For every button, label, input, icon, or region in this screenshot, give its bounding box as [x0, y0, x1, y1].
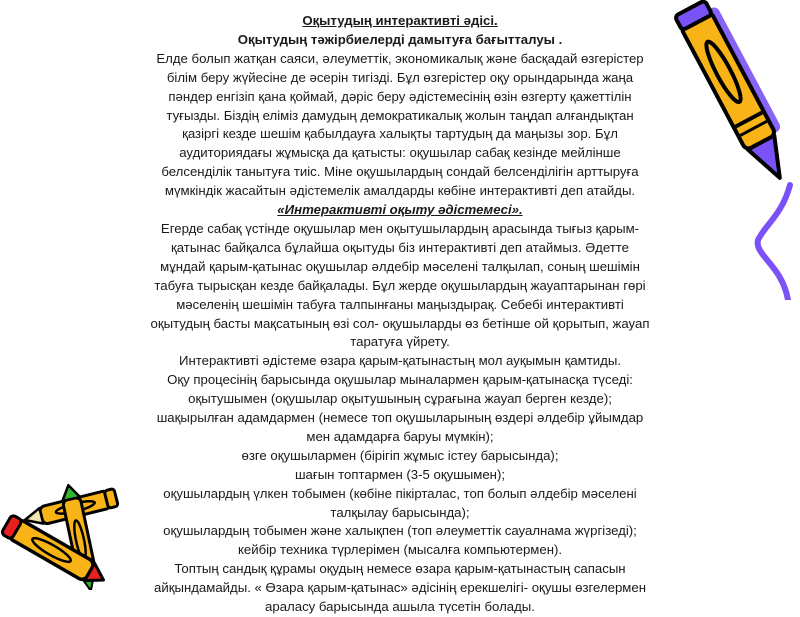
text-line: мәселенің шешімін табуға талпынғаны маңыздырақ. Себебі интерактивті [176, 296, 624, 312]
pencil-body [675, 0, 800, 186]
pencil-squiggle [758, 185, 790, 300]
document-subtitle: Оқытудың тәжірбиелерді дамытуға бағытталуы . [237, 31, 563, 47]
text-line: білім беру жүйесіне де әсерін тигізді. Бұл өзгерістер оқу орындарында жаңа [166, 69, 634, 85]
document-title: Оқытудың интерактивті әдісі. [302, 13, 498, 28]
text-line: мұндай қарым-қатынас оқушылар әлдебір мәселені талқылап, соның шешімін [160, 258, 640, 274]
text-line: Интерактивті әдістеме өзара қарым-қатынастың мол ауқымын қамтиды. [178, 353, 621, 369]
text-line: туғызды. Біздің еліміз дамудың демократикалық жолын таңдап алғандықтан [166, 107, 634, 123]
list-item: оқытушымен (оқушылар оқытушының сұрағына жауап берген кезде); [188, 391, 612, 407]
text-line: араласу барысында ашыла түсетін болады. [265, 599, 535, 615]
slide-text [120, 12, 680, 617]
list-item: оқушылардың тобымен және халықпен (топ әлеуметтік сауалнама жүргізеді); [163, 523, 637, 539]
text-line: Оқу процесінің барысында оқушылар мыналармен қарым-қатынасқа түседі: [167, 372, 633, 388]
list-item: шағын топтармен (3-5 оқушымен); [294, 466, 506, 482]
list-item: кейбір техника түрлерімен (мысалға компьютермен). [237, 542, 563, 558]
text-line: оқытудың басты мақсатының өзі сол- оқушыларды өз бетінше ой қорытып, жауап [150, 315, 650, 331]
paragraph-2 [120, 220, 680, 352]
text-line: пәндер енгізіп қана қоймай, дәріс беру әдістемесінің өзін өзгерту қажеттілін [168, 88, 632, 104]
text-line: айқындамайды. « Өзара қарым-қатынас» әдісінің ерекшелігі- оқушы өзгелермен [154, 580, 646, 596]
paragraph-3 [120, 352, 680, 560]
text-line: қазіргі кезде шешім қабылдауға халықты тартудың да маңызы зор. Бұл [182, 126, 618, 142]
text-line: табуға тырысқан кезде байқалады. Бұл жерде оқушылардың жауаптарынан гөрі [154, 277, 646, 293]
text-line: таратуға үйрету. [350, 334, 450, 350]
list-item: өзге оқушылармен (бірігіп жұмыс істеу барысында); [241, 447, 559, 463]
list-item: мен адамдарға баруы мүмкін); [306, 428, 494, 444]
text-line: белсенділік танытуға тиіс. Міне оқушылардың сондай белсенділігін арттыруға [161, 164, 639, 180]
text-line: қатынас байқалса бұлайша оқытуды біз интерактивті деп атаймыз. Әдетте [170, 239, 629, 255]
text-line: Топтың сандық құрамы оқудың немесе өзара қарым-қатынастың сапасын [174, 561, 626, 577]
paragraph-1 [120, 50, 680, 201]
text-line: Елде болып жатқан саяси, әлеуметтік, экономикалық және басқадай өзгерістер [156, 50, 644, 66]
list-item: шақырылған адамдармен (немесе топ оқушыларының өздері әлдебір ұйымдар [156, 410, 644, 426]
crossed-pencils-icon [0, 480, 120, 590]
text-line: аудиториядағы жұмысқа да қатысты: оқушылар сабақ кезінде мейлінше [179, 145, 621, 161]
list-item: оқушылардың үлкен тобымен (көбіне пікірталас, топ болып әлдебір мәселені [163, 485, 637, 501]
pencil-icon [670, 0, 800, 300]
section-heading: «Интерактивті оқыту әдістемесі». [277, 202, 523, 218]
list-item: талқылау барысында); [330, 504, 470, 520]
paragraph-4 [120, 560, 680, 617]
text-line: мүмкіндік жасайтын әдістемелік амалдарды көбіне интерактивті деп атайды. [164, 183, 636, 199]
text-line: Егерде сабақ үстінде оқушылар мен оқытушылардың арасында тығыз қарым- [160, 220, 640, 236]
